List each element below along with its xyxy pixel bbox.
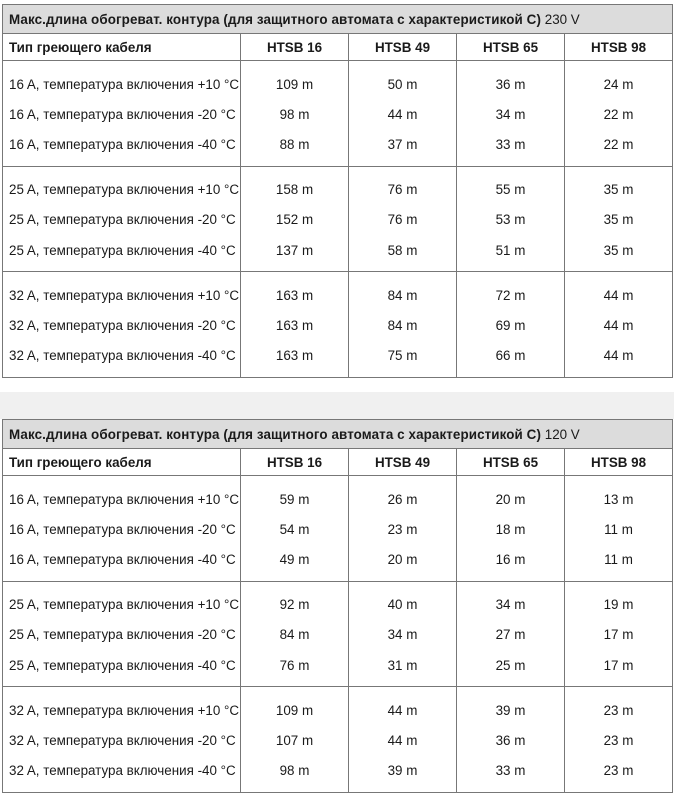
row-label: 16 A, температура включения -20 °C <box>3 99 241 130</box>
cable-length-cell: 152 m <box>241 205 349 236</box>
row-label: 16 A, температура включения -20 °C <box>3 514 241 545</box>
row-label: 25 A, температура включения +10 °C <box>3 581 241 620</box>
cable-length-cell: 54 m <box>241 514 349 545</box>
cable-length-cell: 76 m <box>241 650 349 687</box>
cable-length-cell: 75 m <box>349 341 457 378</box>
cable-length-cell: 66 m <box>457 341 565 378</box>
column-header: HTSB 49 <box>349 34 457 61</box>
row-label: 16 A, температура включения +10 °C <box>3 61 241 100</box>
cable-length-cell: 17 m <box>565 620 673 651</box>
cable-length-cell: 158 m <box>241 166 349 205</box>
row-label: 16 A, температура включения -40 °C <box>3 130 241 167</box>
cable-length-cell: 19 m <box>565 581 673 620</box>
table-row <box>3 205 673 236</box>
column-header: HTSB 49 <box>349 449 457 476</box>
cable-length-cell: 22 m <box>565 130 673 167</box>
cable-length-cell: 23 m <box>349 514 457 545</box>
row-label: 32 A, температура включения +10 °C <box>3 272 241 311</box>
table-body <box>3 61 673 378</box>
table-row <box>3 545 673 582</box>
cable-length-cell: 35 m <box>565 205 673 236</box>
cable-length-cell: 39 m <box>349 756 457 793</box>
row-label: 25 A, температура включения -40 °C <box>3 235 241 272</box>
cable-length-cell: 50 m <box>349 61 457 100</box>
row-label: 25 A, температура включения +10 °C <box>3 166 241 205</box>
table-body <box>3 476 673 793</box>
table-row <box>3 61 673 100</box>
cable-length-cell: 35 m <box>565 235 673 272</box>
cable-length-cell: 44 m <box>565 341 673 378</box>
column-header: HTSB 65 <box>457 449 565 476</box>
cable-length-cell: 34 m <box>457 99 565 130</box>
cable-length-cell: 11 m <box>565 545 673 582</box>
row-label: 32 A, температура включения -20 °C <box>3 310 241 341</box>
cable-length-cell: 163 m <box>241 341 349 378</box>
cable-length-cell: 88 m <box>241 130 349 167</box>
table-row <box>3 620 673 651</box>
cable-length-cell: 23 m <box>565 687 673 726</box>
column-header: HTSB 16 <box>241 449 349 476</box>
table-header-row <box>3 449 673 476</box>
table-row <box>3 756 673 793</box>
cable-length-cell: 37 m <box>349 130 457 167</box>
cable-length-table-230v <box>2 4 673 378</box>
cable-length-cell: 23 m <box>565 725 673 756</box>
cable-length-cell: 40 m <box>349 581 457 620</box>
table-row <box>3 650 673 687</box>
table-row <box>3 272 673 311</box>
row-label: 25 A, температура включения -40 °C <box>3 650 241 687</box>
cable-length-cell: 76 m <box>349 205 457 236</box>
cable-length-cell: 53 m <box>457 205 565 236</box>
table-row <box>3 166 673 205</box>
table-row <box>3 687 673 726</box>
cable-length-cell: 25 m <box>457 650 565 687</box>
cable-length-cell: 58 m <box>349 235 457 272</box>
cable-length-cell: 36 m <box>457 725 565 756</box>
cable-length-cell: 76 m <box>349 166 457 205</box>
cable-length-cell: 31 m <box>349 650 457 687</box>
cable-length-cell: 109 m <box>241 687 349 726</box>
row-label: 25 A, температура включения -20 °C <box>3 620 241 651</box>
table-title <box>3 5 673 34</box>
cable-length-table-120v <box>2 419 673 793</box>
cable-length-cell: 84 m <box>241 620 349 651</box>
cable-length-cell: 44 m <box>349 99 457 130</box>
cable-length-cell: 109 m <box>241 61 349 100</box>
cable-length-cell: 18 m <box>457 514 565 545</box>
row-label: 32 A, температура включения -20 °C <box>3 725 241 756</box>
cable-length-cell: 20 m <box>457 476 565 515</box>
table-header-row <box>3 34 673 61</box>
cable-length-cell: 98 m <box>241 99 349 130</box>
cable-length-cell: 44 m <box>349 725 457 756</box>
cable-length-cell: 34 m <box>349 620 457 651</box>
cable-length-cell: 49 m <box>241 545 349 582</box>
cable-length-cell: 24 m <box>565 61 673 100</box>
cable-length-cell: 22 m <box>565 99 673 130</box>
cable-length-cell: 51 m <box>457 235 565 272</box>
table-separator <box>0 392 674 419</box>
table-title <box>3 420 673 449</box>
table-row <box>3 341 673 378</box>
cable-length-cell: 69 m <box>457 310 565 341</box>
column-header-cable-type: Тип греющего кабеля <box>3 449 241 476</box>
table-title-row <box>3 420 673 449</box>
cable-length-cell: 39 m <box>457 687 565 726</box>
row-label: 32 A, температура включения -40 °C <box>3 341 241 378</box>
table-voltage: 230 V <box>544 11 580 27</box>
column-header: HTSB 98 <box>565 34 673 61</box>
table-row <box>3 130 673 167</box>
cable-length-cell: 84 m <box>349 310 457 341</box>
table-voltage: 120 V <box>544 426 580 442</box>
cable-length-cell: 55 m <box>457 166 565 205</box>
table-row <box>3 725 673 756</box>
cable-length-cell: 44 m <box>349 687 457 726</box>
cable-length-cell: 16 m <box>457 545 565 582</box>
column-header: HTSB 65 <box>457 34 565 61</box>
column-header: HTSB 98 <box>565 449 673 476</box>
row-label: 16 A, температура включения +10 °C <box>3 476 241 515</box>
cable-length-cell: 84 m <box>349 272 457 311</box>
table-title-text: Макс.длина обогреват. контура (для защитного автомата с характеристикой C) <box>9 11 542 27</box>
cable-length-cell: 163 m <box>241 310 349 341</box>
cable-length-cell: 137 m <box>241 235 349 272</box>
row-label: 32 A, температура включения +10 °C <box>3 687 241 726</box>
cable-length-cell: 33 m <box>457 756 565 793</box>
table-title-row <box>3 5 673 34</box>
table-row <box>3 99 673 130</box>
cable-length-cell: 92 m <box>241 581 349 620</box>
table-row <box>3 476 673 515</box>
cable-length-cell: 13 m <box>565 476 673 515</box>
table-row <box>3 581 673 620</box>
cable-length-cell: 36 m <box>457 61 565 100</box>
cable-length-cell: 44 m <box>565 310 673 341</box>
cable-length-cell: 20 m <box>349 545 457 582</box>
cable-length-cell: 11 m <box>565 514 673 545</box>
row-label: 32 A, температура включения -40 °C <box>3 756 241 793</box>
row-label: 16 A, температура включения -40 °C <box>3 545 241 582</box>
cable-length-cell: 17 m <box>565 650 673 687</box>
cable-length-cell: 163 m <box>241 272 349 311</box>
cable-length-cell: 26 m <box>349 476 457 515</box>
cable-length-cell: 33 m <box>457 130 565 167</box>
cable-length-cell: 107 m <box>241 725 349 756</box>
table-row <box>3 310 673 341</box>
table-row <box>3 514 673 545</box>
table-title-text: Макс.длина обогреват. контура (для защитного автомата с характеристикой C) <box>9 426 542 442</box>
table-row <box>3 235 673 272</box>
row-label: 25 A, температура включения -20 °C <box>3 205 241 236</box>
cable-length-cell: 59 m <box>241 476 349 515</box>
cable-length-cell: 27 m <box>457 620 565 651</box>
cable-length-cell: 35 m <box>565 166 673 205</box>
cable-length-cell: 98 m <box>241 756 349 793</box>
column-header-cable-type: Тип греющего кабеля <box>3 34 241 61</box>
cable-length-cell: 72 m <box>457 272 565 311</box>
column-header: HTSB 16 <box>241 34 349 61</box>
cable-length-cell: 34 m <box>457 581 565 620</box>
cable-length-cell: 23 m <box>565 756 673 793</box>
cable-length-cell: 44 m <box>565 272 673 311</box>
